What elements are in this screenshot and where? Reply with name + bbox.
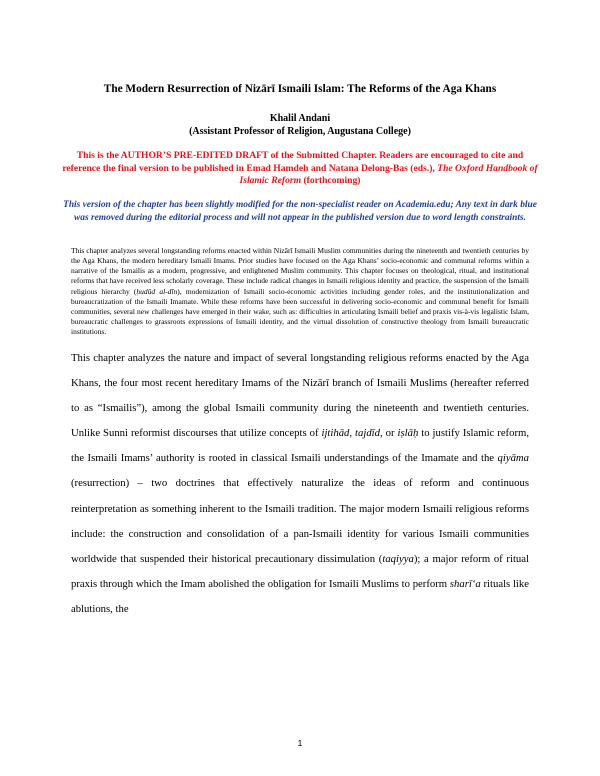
author-block: [40, 112, 560, 138]
body-text: rituals like ablutions, the: [71, 577, 529, 615]
abstract-text: This chapter analyzes several longstanding reforms enacted within Nizārī Ismaili Muslim communities during the nineteenth and twentieth centuries by the Aga Khans, the modern hereditary Ismaili Imams. Prior studies have focused on the Aga Khans’ socio-economic and communal reforms within a narrative of the Ismailis as a modern, progressive, and enlightened Muslim community. This chapter focuses on theological, ritual, and institutional reforms that have received less scholarly coverage. These include radical changes in Ismaili religious identity and practice, the suspension of the Ismaili religious hierarchy (: [71, 246, 529, 296]
body-text: ); a major reform of ritual praxis through which the Imam abolished the obligation for Ismaili Muslims to perform: [71, 552, 529, 590]
body-text: (resurrection) – two doctrines that effectively naturalize the ideas of reform and continuous reinterpretation as something inherent to the Ismaili tradition. The major modern Ismaili religious reforms include: the construction and consolidation of a pan-Ismaili identity for various Ismaili communities worldwide that suspended their historical precautionary dissimulation (: [71, 477, 529, 565]
author-name: Khalil Andani: [269, 113, 331, 124]
body-text: ,: [349, 427, 356, 440]
version-note: This version of the chapter has been slightly modified for the non-specialist reader on Academia.edu; Any text in dark blue was removed during the editorial process and will not appear in the published version due to word length constraints.: [63, 200, 537, 223]
body-paragraph: [71, 346, 529, 622]
body-term: tajdīd: [355, 427, 380, 440]
body-text: , or: [380, 427, 398, 440]
abstract: [71, 246, 529, 337]
body-term: ijtihād: [321, 427, 350, 440]
body-text: to justify Islamic reform, the Ismaili Imams’ authority is rooted in classical Ismaili understandings of the Imamate and the: [71, 427, 530, 465]
author-affiliation: (Assistant Professor of Religion, Augustana College): [189, 126, 411, 137]
abstract-term: ḥudūd al-dīn: [136, 286, 178, 296]
body-term: qiyāma: [497, 452, 529, 465]
draft-notice-text: This is the AUTHOR’S PRE-EDITED DRAFT of the Submitted Chapter. Readers are encouraged to cite and reference the final version to be published in Emad Hamdeh and Natana Delong-Bas (eds.),: [62, 150, 524, 174]
draft-notice-status: (forthcoming): [301, 175, 361, 187]
abstract-text: ), modernization of Ismaili socio-economic activities including gender roles, and the institutionalization and bureaucratization of the Ismaili Imamate. While these reforms have been successful in delivering socio-economic and communal benefit for Ismaili communities, several new challenges have emerged in their wake, such as: difficulties in articulating Ismaili belief and praxis vis-à-vis legalistic Islam, bureaucratic challenges to grassroots expressions of Ismaili identity, and the virtual dissolution of constructive theology from Ismaili bureaucratic institutions.: [71, 286, 529, 337]
body-term: sharī‘a: [449, 577, 481, 590]
body-term: taqiyya: [382, 552, 414, 565]
book-title: The Oxford Handbook of Islamic Reform: [239, 162, 538, 187]
body-text: This chapter analyzes the nature and impact of several longstanding religious reforms enacted by the Aga Khans, the four most recent hereditary Imams of the Nizārī branch of Ismaili Muslims (hereafter referred to as “Ismailis”), among the global Ismaili community during the nineteenth and twentieth centuries. Unlike Sunni reformist discourses that utilize concepts of: [71, 352, 529, 440]
page-number: 1: [297, 738, 303, 748]
chapter-title: The Modern Resurrection of Nizārī Ismaili Islam: The Reforms of the Aga Khans: [103, 83, 497, 95]
body-term: iṣlāḥ: [397, 427, 419, 440]
draft-notice: [60, 150, 540, 188]
